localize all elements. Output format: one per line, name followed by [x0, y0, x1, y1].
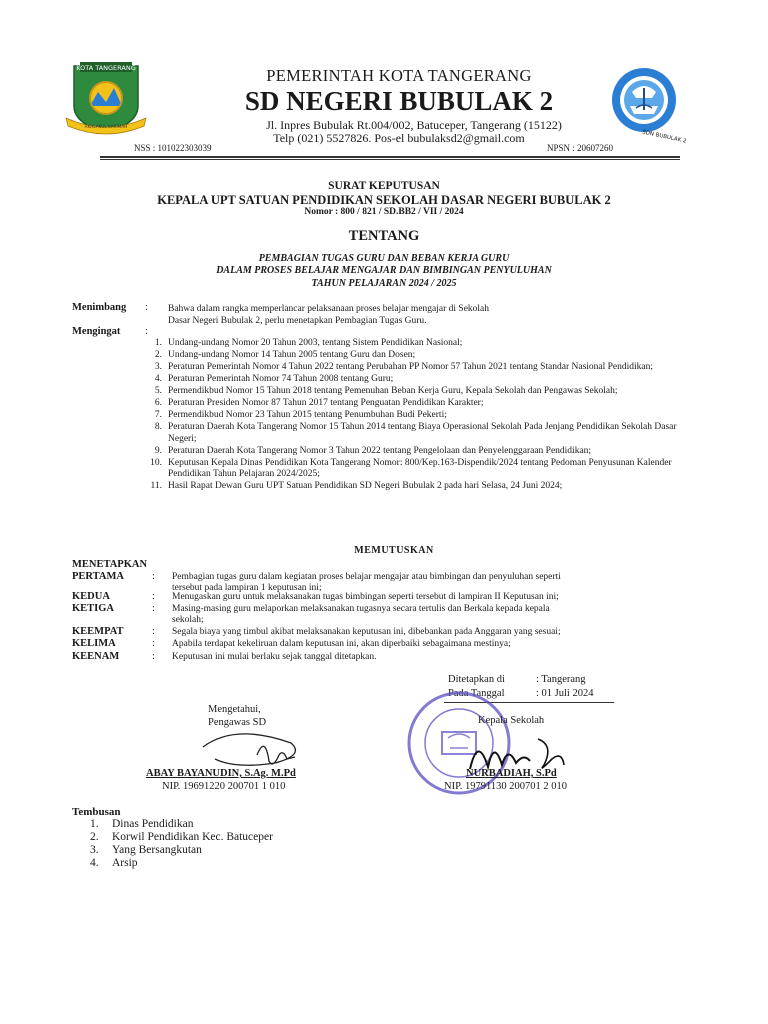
- school-name: SD NEGERI BUBULAK 2: [244, 86, 554, 116]
- issued-date-label: Pada Tanggal: [448, 688, 505, 699]
- clause-text-continued: tersebut pada lampiran 1 keputusan ini;: [172, 583, 322, 593]
- recalling-item-text: Peraturan Pemerintah Nomor 74 Tahun 2008 tentang Guru;: [168, 374, 394, 384]
- supervisor-role: Pengawas SD: [208, 717, 267, 728]
- principal-nip: NIP. 19791130 200701 2 010: [444, 781, 567, 792]
- clause-text: Pembagian tugas guru dalam kegiatan proses belajar mengajar atau bimbingan dan penyuluhan seperti: [172, 572, 561, 582]
- carbon-copy-item-text: Arsip: [112, 857, 138, 869]
- recalling-item-number: 7.: [154, 410, 162, 420]
- recalling-item: [140, 422, 700, 445]
- decision-heading: MEMUTUSKAN: [354, 545, 434, 556]
- establish-label: MENETAPKAN: [72, 559, 148, 570]
- recalling-item: [140, 446, 700, 458]
- clause-text: Masing-masing guru melaporkan melaksanakan tugasnya secara tertulis dan Berkala kepada kepala: [172, 604, 550, 614]
- clause-label: KETIGA: [72, 603, 115, 614]
- supervisor-nip: NIP. 19691220 200701 1 010: [162, 781, 286, 792]
- left-logo-label: KOTA TANGERANG: [76, 64, 136, 72]
- recalling-item: [140, 481, 700, 493]
- recalling-item-text: Peraturan Daerah Kota Tangerang Nomor 3 Tahun 2022 tentang Pengelolaan dan Penyelenggaraan Pendidikan;: [168, 445, 592, 456]
- clause-colon: :: [152, 571, 155, 582]
- recalling-item-number: 3.: [154, 362, 162, 372]
- clause-colon: :: [152, 651, 155, 662]
- recalling-item-text: Undang-undang Nomor 20 Tahun 2003, tentang Sistem Pendidikan Nasional;: [168, 338, 463, 348]
- document-number: Nomor : 800 / 821 / SD.BB2 / VII / 2024: [304, 207, 464, 217]
- clause-colon: :: [152, 591, 155, 602]
- issued-place: : Tangerang: [536, 674, 586, 685]
- school-address: Jl. Inpres Bubulak Rt.004/002, Batuceper, Tangerang (15122): [266, 118, 562, 132]
- clause-colon: :: [152, 603, 155, 614]
- recalling-item-text: Peraturan Daerah Kota Tangerang Nomor 15 Tahun 2014 tentang Biaya Operasional Sekolah Pada Jenjang Pendidikan Sekolah Dasar Negeri;: [168, 422, 677, 444]
- carbon-copy-item-number: 2.: [90, 831, 99, 843]
- recalling-item-number: 11.: [150, 481, 162, 491]
- nss-number: NSS : 101022303039: [134, 143, 212, 153]
- letterhead-divider: [100, 156, 680, 158]
- recalling-list: [140, 338, 700, 493]
- recalling-colon: :: [145, 326, 148, 337]
- document-type: SURAT KEPUTUSAN: [328, 180, 440, 192]
- principal-name: NURBADIAH, S.Pd: [466, 768, 557, 779]
- clause-label: KEDUA: [72, 591, 110, 602]
- carbon-copy-list: [90, 818, 273, 870]
- recalling-item-number: 5.: [154, 386, 162, 396]
- issued-date: : 01 Juli 2024: [536, 688, 594, 699]
- recalling-item-number: 10.: [150, 457, 162, 468]
- clause-label: KEENAM: [72, 651, 120, 662]
- clause-label: KELIMA: [72, 638, 116, 649]
- recalling-item: [140, 398, 700, 410]
- recalling-item-number: 1.: [154, 338, 162, 348]
- recalling-item: [140, 350, 700, 362]
- carbon-copy-item-text: Korwil Pendidikan Kec. Batuceper: [112, 831, 273, 843]
- clause-label: KEEMPAT: [72, 626, 124, 637]
- recalling-item-number: 4.: [154, 374, 162, 384]
- carbon-copy-item-text: Dinas Pendidikan: [112, 818, 194, 830]
- recalling-item: [140, 458, 700, 481]
- government-name: PEMERINTAH KOTA TANGERANG: [266, 66, 532, 85]
- recalling-item: [140, 338, 700, 350]
- clause-label: PERTAMA: [72, 571, 124, 582]
- recalling-item-number: 8.: [154, 422, 162, 432]
- issued-place-label: Ditetapkan di: [448, 674, 505, 685]
- considering-line-2: Dasar Negeri Bubulak 2, perlu menetapkan Pembagian Tugas Guru.: [168, 316, 427, 326]
- recalling-label: Mengingat: [72, 326, 121, 337]
- subject-line-1: PEMBAGIAN TUGAS GURU DAN BEBAN KERJA GURU: [258, 253, 510, 264]
- carbon-copy-title: Tembusan: [72, 806, 121, 818]
- recalling-item-text: Permendikbud Nomor 23 Tahun 2015 tentang Penumbuhan Budi Pekerti;: [168, 410, 447, 420]
- recalling-item-text: Keputusan Kepala Dinas Pendidikan Kota Tangerang Nomor: 800/Kep.163-Dispendik/2024 tentang Pedoman Penyusunan Kalender Pendidikan Tahun Pelajaran 2024/2025;: [168, 457, 672, 479]
- clause-text: Apabila terdapat kekeliruan dalam keputusan ini, akan diperbaiki sebagaimana mestinya;: [172, 639, 511, 649]
- supervisor-name: ABAY BAYANUDIN, S.Ag. M.Pd: [146, 768, 296, 779]
- clause-text: Segala biaya yang timbul akibat melaksanakan keputusan ini, dibebankan pada Anggaran yang sesuai;: [172, 627, 561, 637]
- clause-text: Menugaskan guru untuk melaksanakan tugas bimbingan seperti tersebut di lampiran II Keputusan ini;: [172, 592, 559, 602]
- right-logo-label: SDN BUBULAK 2: [641, 129, 687, 144]
- recalling-item-number: 2.: [154, 350, 162, 360]
- carbon-copy-item-text: Yang Bersangkutan: [112, 844, 202, 856]
- clause-colon: :: [152, 626, 155, 637]
- recalling-item-text: Permendikbud Nomor 15 Tahun 2018 tentang Pemenuhan Beban Kerja Guru, Kepala Sekolah dan Pengawas Sekolah;: [168, 386, 618, 396]
- carbon-copy-item-number: 3.: [90, 844, 99, 856]
- principal-role: Kepala Sekolah: [478, 715, 545, 726]
- subject-line-2: DALAM PROSES BELAJAR MENGAJAR DAN BIMBINGAN PENYULUHAN: [216, 265, 552, 276]
- recalling-item-text: Hasil Rapat Dewan Guru UPT Satuan Pendidikan SD Negeri Bubulak 2 pada hari Selasa, 24 Juni 2024;: [168, 481, 563, 491]
- recalling-item: [140, 362, 700, 374]
- clause-text-continued: sekolah;: [172, 615, 204, 625]
- carbon-copy-item: [90, 844, 273, 857]
- recalling-item-text: Undang-undang Nomor 14 Tahun 2005 tentang Guru dan Dosen;: [168, 350, 416, 360]
- acknowledged-label: Mengetahui,: [208, 704, 261, 715]
- recalling-item: [140, 374, 700, 386]
- school-contact: Telp (021) 5527826. Pos-el bubulaksd2@gmail.com: [273, 131, 525, 145]
- letterhead-divider-thin: [100, 159, 680, 160]
- carbon-copy-item: [90, 857, 273, 870]
- left-logo-motto: AKHLAKUL KARIMAH: [84, 124, 128, 129]
- considering-line-1: Bahwa dalam rangka memperlancar pelaksanaan proses belajar mengajar di Sekolah: [168, 304, 490, 314]
- recalling-item: [140, 410, 700, 422]
- recalling-item-number: 9.: [154, 445, 162, 456]
- considering-label: Menimbang: [72, 302, 127, 313]
- recalling-item-text: Peraturan Pemerintah Nomor 4 Tahun 2022 tentang Perubahan PP Nomor 57 Tahun 2021 tentang Standar Nasional Pendidikan;: [168, 362, 654, 372]
- carbon-copy-item-number: 4.: [90, 857, 99, 869]
- about-heading: TENTANG: [348, 228, 420, 244]
- npsn-number: NPSN : 20607260: [547, 143, 614, 153]
- considering-colon: :: [145, 302, 148, 313]
- clause-colon: :: [152, 638, 155, 649]
- recalling-item: [140, 386, 700, 398]
- carbon-copy-item-number: 1.: [90, 818, 99, 830]
- recalling-item-text: Peraturan Presiden Nomor 87 Tahun 2017 tentang Penguatan Pendidikan Karakter;: [168, 398, 484, 408]
- document-issuer: KEPALA UPT SATUAN PENDIDIKAN SEKOLAH DASAR NEGERI BUBULAK 2: [157, 193, 611, 207]
- subject-line-3: TAHUN PELAJARAN 2024 / 2025: [311, 278, 457, 289]
- recalling-item-number: 6.: [154, 398, 162, 408]
- carbon-copy-item: [90, 818, 273, 831]
- carbon-copy-item: [90, 831, 273, 844]
- clause-text: Keputusan ini mulai berlaku sejak tanggal ditetapkan.: [172, 652, 377, 662]
